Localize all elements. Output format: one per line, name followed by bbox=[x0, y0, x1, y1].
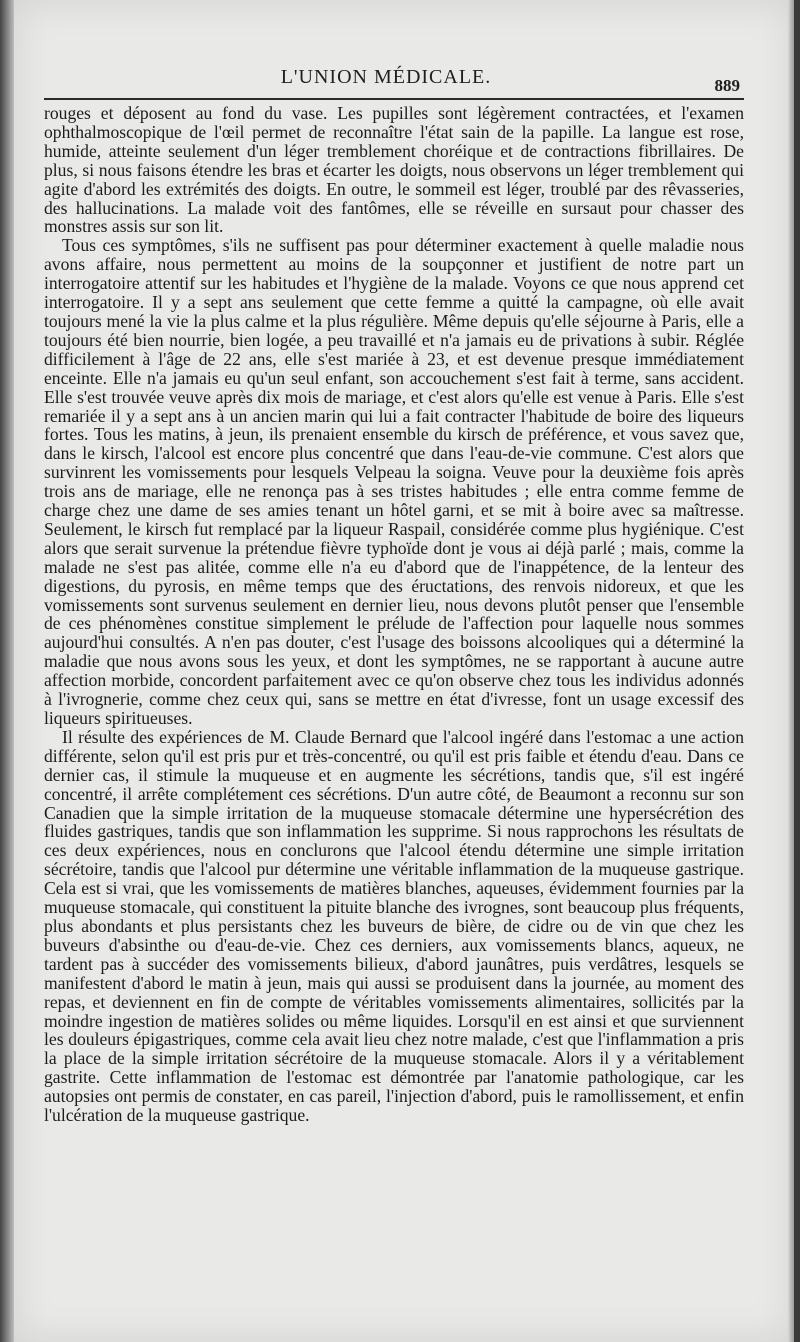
scan-edge-right bbox=[788, 0, 794, 1342]
header-rule bbox=[44, 98, 744, 100]
body-text bbox=[44, 104, 744, 1125]
scan-edge-left bbox=[0, 0, 14, 1342]
page-header bbox=[28, 64, 744, 94]
page-number: 889 bbox=[714, 76, 740, 95]
running-title: L'UNION MÉDICALE. bbox=[280, 66, 492, 88]
paragraph-2: Tous ces symptômes, s'ils ne suffisent pas pour déterminer exactement à quelle maladie nous avons affaire, nous permettent au moins de la soupçonner et justifient de notre part un interrogatoire attentif sur les habitudes et l'hygiène de la malade. Voyons ce que nous apprend cet interrogatoire. Il y a sept ans seulement que cette femme a quitté la campagne, où elle avait toujours mené la vie la plus calme et la plus régulière. Même depuis qu'elle séjourne à Paris, elle a toujours été bien nourrie, bien logée, a peu travaillé et n'a jamais eu de privations à subir. Réglée difficilement à l'âge de 22 ans, elle s'est mariée à 23, et est devenue presque immédiatement enceinte. Elle n'a jamais eu qu'un seul enfant, son accouchement s'est fait à terme, sans accident. Elle s'est trouvée veuve après dix mois de mariage, et c'est alors qu'elle est venue à Paris. Elle s'est remariée il y a sept ans à un ancien marin qui lui a fait contracter l'habitude de boire des liqueurs fortes. Tous les matins, à jeun, ils prenaient ensemble du kirsch de préférence, et vous savez que, dans le kirsch, l'alcool est encore plus concentré que dans l'eau-de-vie commune. C'est alors que survinrent les vomissements pour lesquels Velpeau la soigna. Veuve pour la deuxième fois après trois ans de mariage, elle ne renonça pas à ses tristes habitudes ; elle entra comme femme de charge chez une dame de ses amies tenant un hôtel garni, et se mit à boire avec sa maîtresse. Seulement, le kirsch fut remplacé par la liqueur Raspail, considérée comme plus hygiénique. C'est alors que serait survenue la prétendue fièvre typhoïde dont je vous ai déjà parlé ; mais, comme la malade ne s'est pas alitée, comme elle n'a eu d'abord que de l'inappétence, de la lenteur des digestions, du pyrosis, en même temps que des éructations, des renvois nidoreux, et que les vomissements sont survenus seulement en dernier lieu, nous devons plutôt penser que l'ensemble de ces phénomènes constitue simplement le prélude de l'affection pour laquelle nous sommes aujourd'hui consultés. A n'en pas douter, c'est l'usage des boissons alcooliques qui a déterminé la maladie que nous avons sous les yeux, et dont les symptômes, ne se rapportant à aucune autre affection morbide, concordent parfaitement avec ce qu'on observe chez tous les individus adonnés à l'ivrognerie, comme chez ceux qui, sans se mettre en état d'ivresse, font un usage excessif des liqueurs spiritueuses. bbox=[44, 235, 744, 728]
paragraph-1: rouges et déposent au fond du vase. Les pupilles sont légèrement contractées, et l'examen ophthalmoscopique de l'œil permet de reconnaître l'état sain de la papille. La langue est rose, humide, atteinte seulement d'un léger tremblement choréique et de contractions fibrillaires. De plus, si nous faisons étendre les bras et écarter les doigts, nous observons un léger tremblement qui agite d'abord les extrémités des doigts. En outre, le sommeil est léger, troublé par des rêvasseries, des hallucinations. La malade voit des fantômes, elle se réveille en sursaut pour chasser des monstres assis sur son lit. bbox=[44, 103, 744, 237]
paragraph-3: Il résulte des expériences de M. Claude Bernard que l'alcool ingéré dans l'estomac a une action différente, selon qu'il est pris pur et très-concentré, ou qu'il est pris faible et étendu d'eau. Dans ce dernier cas, il stimule la muqueuse et en augmente les sécrétions, tandis que, s'il est ingéré concentré, il arrête complétement ces sécrétions. D'un autre côté, de Beaumont a reconnu sur son Canadien que la simple irritation de la muqueuse stomacale détermine une hypersécrétion des fluides gastriques, tandis que son inflammation les supprime. Si nous rapprochons les résultats de ces deux expériences, nous en conclurons que l'alcool étendu détermine une simple irritation sécrétoire, tandis que l'alcool pur détermine une véritable inflammation de la muqueuse gastrique. Cela est si vrai, que les vomissements de matières blanches, aqueuses, évidemment fournies par la muqueuse stomacale, qui constituent la pituite blanche des ivrognes, sont beaucoup plus fréquents, plus abondants et plus persistants chez les buveurs de bière, de cidre ou de vin que chez les buveurs d'absinthe ou d'eau-de-vie. Chez ces derniers, aux vomissements blancs, aqueux, ne tardent pas à succéder des vomissements bilieux, d'abord jaunâtres, puis verdâtres, lesquels se manifestent d'abord le matin à jeun, mais qui aussi se produisent dans la journée, au moment des repas, et deviennent en fin de compte de véritables vomissements alimentaires, sollicités par la moindre ingestion de matières solides ou même liquides. Lorsqu'il en est ainsi et que surviennent les douleurs épigastriques, comme cela avait lieu chez notre malade, c'est que l'inflammation a pris la place de la simple irritation sécrétoire de la muqueuse stomacale. Alors il y a véritablement gastrite. Cette inflammation de l'estomac est démontrée par l'anatomie pathologique, car les autopsies ont permis de constater, en cas pareil, l'injection d'abord, puis le ramollissement, et enfin l'ulcération de la muqueuse gastrique. bbox=[44, 726, 744, 1126]
